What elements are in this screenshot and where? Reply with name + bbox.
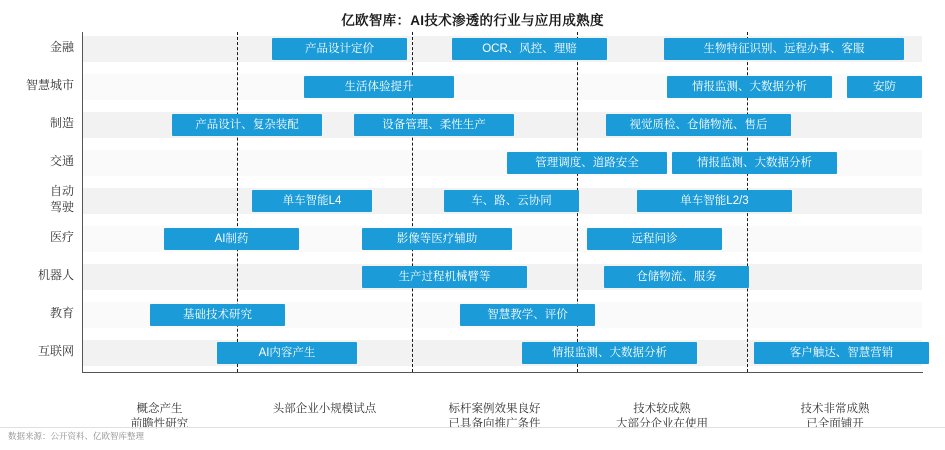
page-title: 亿欧智库：AI技术渗透的行业与应用成熟度 — [341, 13, 604, 28]
stage-label-4-line2: 已全面铺开 — [806, 418, 864, 430]
row-label-机器人: 机器人 — [37, 268, 74, 282]
row-label-智慧城市: 智慧城市 — [25, 78, 74, 92]
stage-label-3-line2: 大部分企业在使用 — [616, 418, 708, 430]
cell-金融-产品设计定价[interactable]: 产品设计定价 — [272, 38, 407, 60]
cell-智慧城市-生活体验提升[interactable]: 生活体验提升 — [304, 76, 454, 98]
cell-医疗-影像等医疗辅助[interactable]: 影像等医疗辅助 — [362, 228, 512, 250]
cell-机器人-生产过程机械臂[interactable]: 生产过程机械臂等 — [362, 266, 527, 288]
stage-label-1-line1: 头部企业小规模试点 — [272, 403, 377, 415]
cell-智慧城市-情报监测[interactable]: 情报监测、大数据分析 — [667, 76, 832, 98]
cell-教育-基础技术研究[interactable]: 基础技术研究 — [150, 304, 285, 326]
cell-互联网-情报监测[interactable]: 情报监测、大数据分析 — [522, 342, 697, 364]
cell-医疗-远程问诊[interactable]: 远程问诊 — [587, 228, 722, 250]
row-label-自动驾驶-line1: 自动 — [49, 184, 74, 198]
stage-label-1 — [237, 402, 412, 417]
cell-交通-管理调度[interactable]: 管理调度、道路安全 — [507, 152, 667, 174]
cell-自动驾驶-车路云协同[interactable]: 车、路、云协同 — [444, 190, 579, 212]
stage-label-2-line1: 标杆案例效果良好 — [448, 403, 541, 415]
stage-label-3-line1: 技术较成熟 — [633, 403, 691, 415]
stage-label-0-line1: 概念产生 — [136, 403, 183, 415]
footer-divider — [0, 427, 945, 428]
chart-area — [0, 28, 945, 430]
row-label-医疗: 医疗 — [49, 230, 74, 244]
heatmap-plot — [82, 32, 922, 372]
cell-互联网-客户触达[interactable]: 客户触达、智慧营销 — [754, 342, 929, 364]
cell-教育-智慧教学[interactable]: 智慧教学、评价 — [460, 304, 595, 326]
cell-金融-生物特征识别[interactable]: 生物特征识别、远程办事、客服 — [664, 38, 904, 60]
row-label-互联网: 互联网 — [37, 344, 74, 358]
row-label-制造: 制造 — [49, 116, 74, 130]
cell-自动驾驶-单车智能l23[interactable]: 单车智能L2/3 — [637, 190, 792, 212]
y-axis-line — [82, 32, 83, 372]
cell-互联网-ai内容产生[interactable]: AI内容产生 — [217, 342, 357, 364]
stage-label-2-line2: 已具备向推广条件 — [448, 418, 541, 430]
row-label-自动驾驶-line2: 驾驶 — [49, 200, 74, 214]
cell-交通-情报监测[interactable]: 情报监测、大数据分析 — [672, 152, 837, 174]
row-label-交通: 交通 — [49, 154, 74, 168]
stage-label-0-line2: 前瞻性研究 — [130, 418, 189, 430]
x-axis-line — [82, 372, 923, 373]
cell-自动驾驶-单车智能l4[interactable]: 单车智能L4 — [252, 190, 372, 212]
cell-制造-视觉质检[interactable]: 视觉质检、仓储物流、售后 — [606, 114, 791, 136]
cell-智慧城市-安防[interactable]: 安防 — [847, 76, 922, 98]
stage-label-4-line1: 技术非常成熟 — [800, 403, 870, 415]
cell-制造-设备管理[interactable]: 设备管理、柔性生产 — [354, 114, 514, 136]
row-label-教育: 教育 — [49, 306, 74, 320]
cell-制造-产品设计[interactable]: 产品设计、复杂装配 — [172, 114, 322, 136]
cell-机器人-仓储物流[interactable]: 仓储物流、服务 — [604, 266, 749, 288]
cell-金融-ocr[interactable]: OCR、风控、理赔 — [452, 38, 607, 60]
cell-医疗-ai制药[interactable]: AI制药 — [164, 228, 299, 250]
row-label-金融: 金融 — [49, 40, 74, 54]
source-note: 数据来源：公开资料、亿欧智库整理 — [8, 431, 145, 441]
